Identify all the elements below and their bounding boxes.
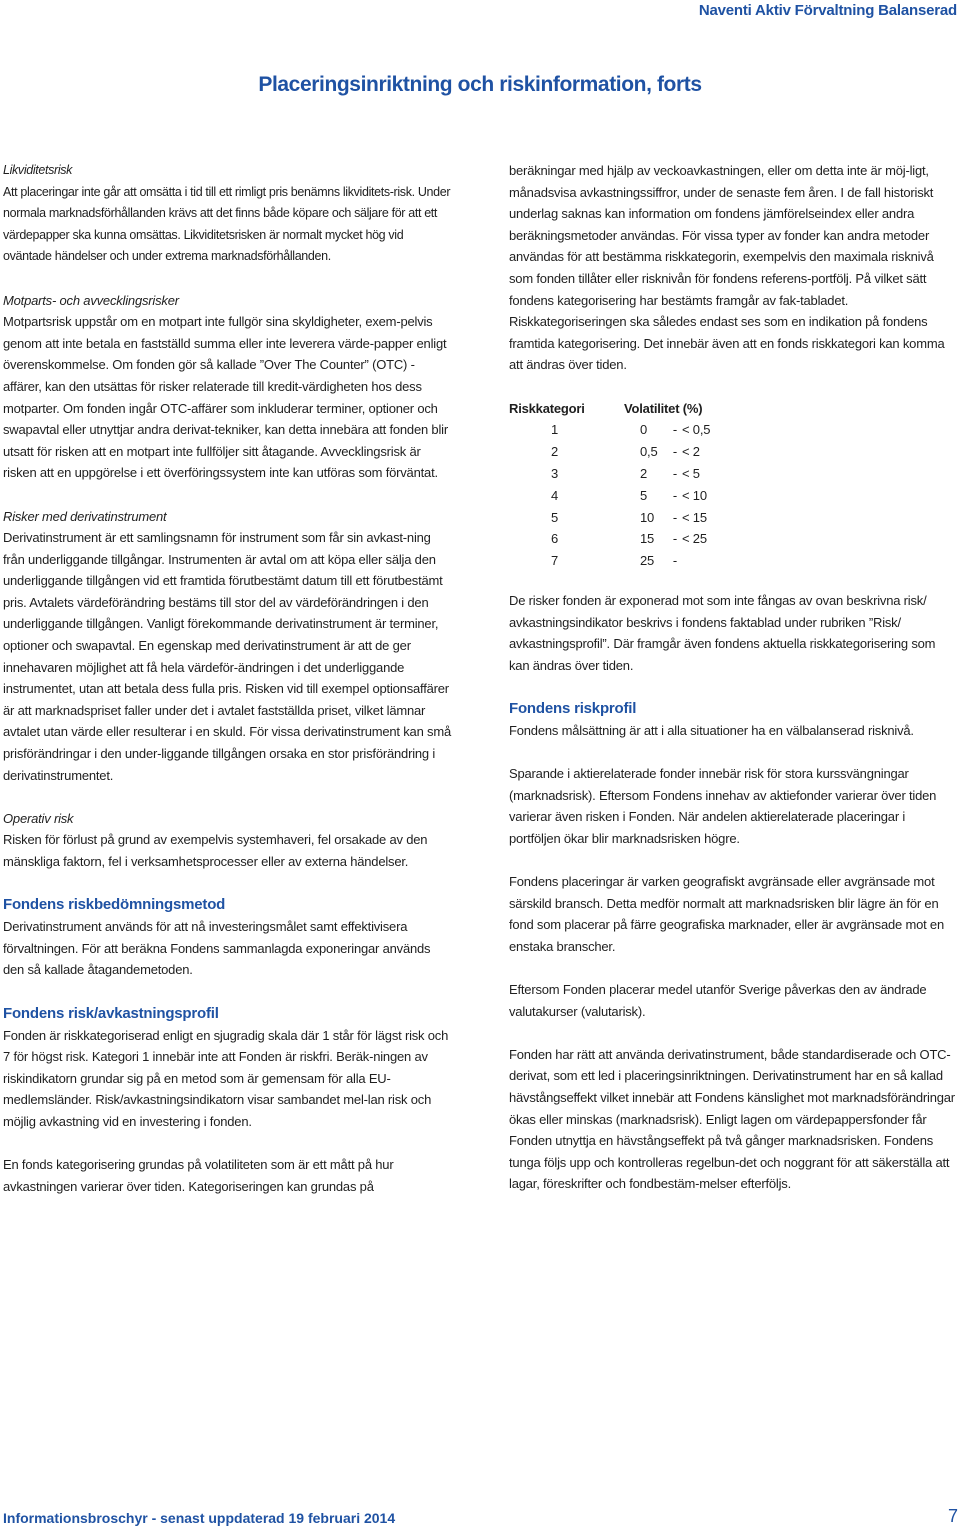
- left-column: [3, 160, 453, 1219]
- categorisation-paragraph: En fonds kategorisering grundas på volatiliteten som är ett mått på hur avkastningen varierar över tiden. Kategoriseringen kan grundas på: [3, 1157, 394, 1194]
- assessment-heading: Fondens riskbedömningsmetod: [3, 896, 226, 914]
- operational-section: [3, 808, 453, 873]
- counterparty-text: Motpartsrisk uppstår om en motpart inte fullgör sina skyldigheter, exem-pelvis genom att inte betala en fastställd summa eller inte leverera värde-papper enligt överenskommelse. Om fonden gör så kallade ”Over The Counter” (OTC) -affärer, kan den utsättas för risker relaterade till kredit-värdigheten hos dess motparter. Om fonden ingår OTC-affärer som inkluderar terminer, optioner och swapavtal eller utnyttjar andra derivat-tekniker, kan detta innebära att fonden blir utsatt för risken att en motpart inte fullföljer sitt åtagande. Avvecklingsrisk är risken att en uppgörelse i ett överföringssystem inte kan utföras som förväntat.: [3, 314, 448, 481]
- riskprofile-text: Fondens målsättning är att i alla situationer ha en välbalanserad risknivå.: [509, 722, 914, 738]
- derivatives-heading: Risker med derivatinstrument: [3, 508, 167, 524]
- table-header-row: [509, 398, 710, 420]
- table-row: [509, 507, 710, 529]
- operational-text: Risken för förlust på grund av exempelvis systemhaveri, fel orsakade av den mänskliga faktorn, fel i verksamhetsprocesser eller av externa händelser.: [3, 832, 428, 869]
- risk-category-cell: 5: [551, 509, 559, 525]
- volatility-dash-cell: -: [672, 531, 678, 547]
- geo-paragraph: Fondens placeringar är varken geografiskt avgränsade eller avgränsade mot särskild bransch. Detta medför normalt att marknadsrisken blir lägre än för en fond som placerar på färre geografiska marknader, eller är avgränsade mot en enstaka branscher.: [509, 874, 944, 954]
- page-number: 7: [947, 1506, 958, 1526]
- profile-heading: Fondens risk/avkastningsprofil: [3, 1004, 219, 1022]
- volatility-to-cell: [682, 550, 710, 572]
- liquidity-text: Att placeringar inte går att omsätta i tid till ett rimligt pris benämns likviditets-risk. Under normala marknadsförhållanden krävs att det finns både köpare och säljare för att ett värdepapper ska kunna omsättas. Likviditetsrisken är normalt mycket hög vid oväntade händelser och under extrema marknadsförhållanden.: [3, 184, 451, 264]
- footer-text: Informationsbroschyr - senast uppdaterad 19 februari 2014: [3, 1510, 396, 1526]
- derivatives-use-paragraph: Fonden har rätt att använda derivatinstrument, både standardiserade och OTC-derivat, som ett led i placeringsinriktningen. Derivatinstrument har en så kallad hävstångseffekt vilket innebär att Fondens känslighet mot marknadsförändringar ökas eller minskas (marknadsrisk). Enligt lagen om värdepappersfonder får Fonden utnyttja en hävstångseffekt på två gånger marknadsrisken. Fondens tunga följs upp och kontrolleras regelbun-det och noggrant för att säkerställa att lagar, föreskrifter och fondbestäm-melser efterföljs.: [509, 1046, 955, 1192]
- intro-paragraph: beräkningar med hjälp av veckoavkastningen, eller om detta inte är möj-ligt, månadsvisa avkastningssiffror, under de senaste fem åren. I de fall historiskt underlag saknas kan information om fondens jämförelseindex eller andra beräkningsmetoder användas. För vissa typer av fonder kan andra metoder användas för att bestämma riskkategorin, exempelvis den maximala risknivå som fonden tillåter eller risknivån för fondens referens-portfölj. På vilket sätt fondens kategorisering har bestämts framgår av fak-tabladet. Riskkategoriseringen ska således endast ses som en indikation på fondens framtida kategorisering. Det innebär även att en fonds riskkategori kan komma att ändras över tiden.: [509, 163, 945, 373]
- exposure-paragraph: De risker fonden är exponerad mot som inte fångas av ovan beskrivna risk/ avkastningsindikator beskrivs i fondens faktablad under rubriken ”Risk/ avkastningsprofil”. Där framgår även fondens aktuella riskkategorisering som kan ändras över tiden.: [509, 592, 936, 673]
- volatility-from-cell: 0: [640, 422, 648, 438]
- volatility-from-cell: 10: [640, 509, 655, 525]
- volatility-to-cell: < 2: [682, 444, 700, 460]
- liquidity-heading: Likviditetsrisk: [3, 163, 73, 177]
- volatility-dash-cell: -: [672, 487, 678, 503]
- header-category: Riskkategori: [509, 400, 585, 416]
- volatility-from-cell: 0,5: [640, 444, 658, 460]
- volatility-dash-cell: -: [672, 444, 678, 460]
- volatility-to-cell: < 10: [682, 487, 707, 503]
- liquidity-section: [3, 160, 453, 268]
- table-row: [509, 419, 710, 441]
- volatility-to-cell: < 25: [682, 531, 707, 547]
- riskprofile-section: [509, 698, 957, 742]
- volatility-to-cell: < 5: [682, 465, 700, 481]
- savings-paragraph: Sparande i aktierelaterade fonder innebär risk för stora kurssvängningar (marknadsrisk). Eftersom Fondens innehav av aktiefonder varierar över tiden varierar även risken i Fonden. När andelen aktierelaterade placeringar i portföljen ökar blir marknadsrisken högre.: [509, 766, 937, 846]
- table-row: [509, 550, 710, 572]
- operational-heading: Operativ risk: [3, 810, 74, 826]
- volatility-from-cell: 5: [640, 487, 648, 503]
- volatility-dash-cell: -: [672, 509, 678, 525]
- assessment-text: Derivatinstrument används för att nå investeringsmålet samt effektivisera förvaltningen. För att beräkna Fondens sammanlagda exponeringar används den så kallade åtagandemetoden.: [3, 919, 431, 978]
- profile-text: Fonden är riskkategoriserad enligt en sjugradig skala där 1 står för lägst risk och 7 för högst risk. Kategori 1 innebär inte att Fonden är riskfri. Beräk-ningen av riskindikatorn grundar sig på en metod som är gemensam för alla EU-medlemsländer. Risk/avkastningsindikatorn visar sambandet mel-lan risk och möjlig avkastning vid en investering i fonden.: [3, 1027, 449, 1129]
- volatility-from-cell: 25: [640, 553, 655, 569]
- risk-category-cell: 7: [551, 553, 559, 569]
- right-column: [509, 160, 957, 1217]
- riskprofile-heading: Fondens riskprofil: [509, 699, 637, 717]
- risk-category-cell: 1: [551, 422, 559, 438]
- table-row: [509, 528, 710, 550]
- risk-category-cell: 6: [551, 531, 559, 547]
- risk-category-table: [509, 398, 710, 572]
- risk-category-cell: 2: [551, 444, 559, 460]
- volatility-to-cell: < 0,5: [682, 422, 711, 438]
- page-title: Placeringsinriktning och riskinformation, forts: [258, 73, 702, 96]
- brand-header: Naventi Aktiv Förvaltning Balanserad: [698, 2, 957, 19]
- risk-category-cell: 3: [551, 465, 559, 481]
- volatility-from-cell: 2: [640, 465, 648, 481]
- table-row: [509, 441, 710, 463]
- volatility-dash-cell: -: [672, 422, 678, 438]
- volatility-dash-cell: -: [672, 553, 678, 569]
- counterparty-heading: Motparts- och avvecklingsrisker: [3, 292, 179, 308]
- table-row: [509, 463, 710, 485]
- derivatives-text: Derivatinstrument är ett samlingsnamn för instrument som får sin avkast-ning från underliggande tillgångar. Instrumenten är avtal om att köpa eller sälja den underliggande tillgången vid ett framtida förutbestämt datum till ett förutbestämt pris. Avtalets värdeförändring bestäms till stor del av värdeförändringen i den underliggande tillgången. Vanligt förekommande derivatinstrument är terminer, optioner och swapavtal. En egenskap med derivatinstrument är att de ger innehavaren möjlighet att få hela värdeför-ändringen i det underliggande instrumentet, utan att betala dess fulla pris. Risken vid till exempel optionsaffärer är att marknadspriset faller under det i avtalet fastställda priset, vilket lämnar avtalet utan värde eller resulterar i en skuld. För vissa derivatinstrument kan små prisförändringar i den under-liggande tillgången orsaka en stor prisförändring i derivatinstrumentet.: [3, 530, 451, 783]
- profile-section: [3, 1003, 453, 1133]
- derivatives-section: [3, 506, 453, 787]
- table-row: [509, 485, 710, 507]
- risk-category-cell: 4: [551, 487, 559, 503]
- assessment-section: [3, 894, 453, 981]
- volatility-dash-cell: -: [672, 465, 678, 481]
- currency-paragraph: Eftersom Fonden placerar medel utanför Sverige påverkas den av ändrade valutakurser (valutarisk).: [509, 982, 927, 1019]
- header-volatility: Volatilitet (%): [624, 400, 703, 416]
- volatility-to-cell: < 15: [682, 509, 707, 525]
- volatility-from-cell: 15: [640, 531, 655, 547]
- counterparty-section: [3, 290, 453, 484]
